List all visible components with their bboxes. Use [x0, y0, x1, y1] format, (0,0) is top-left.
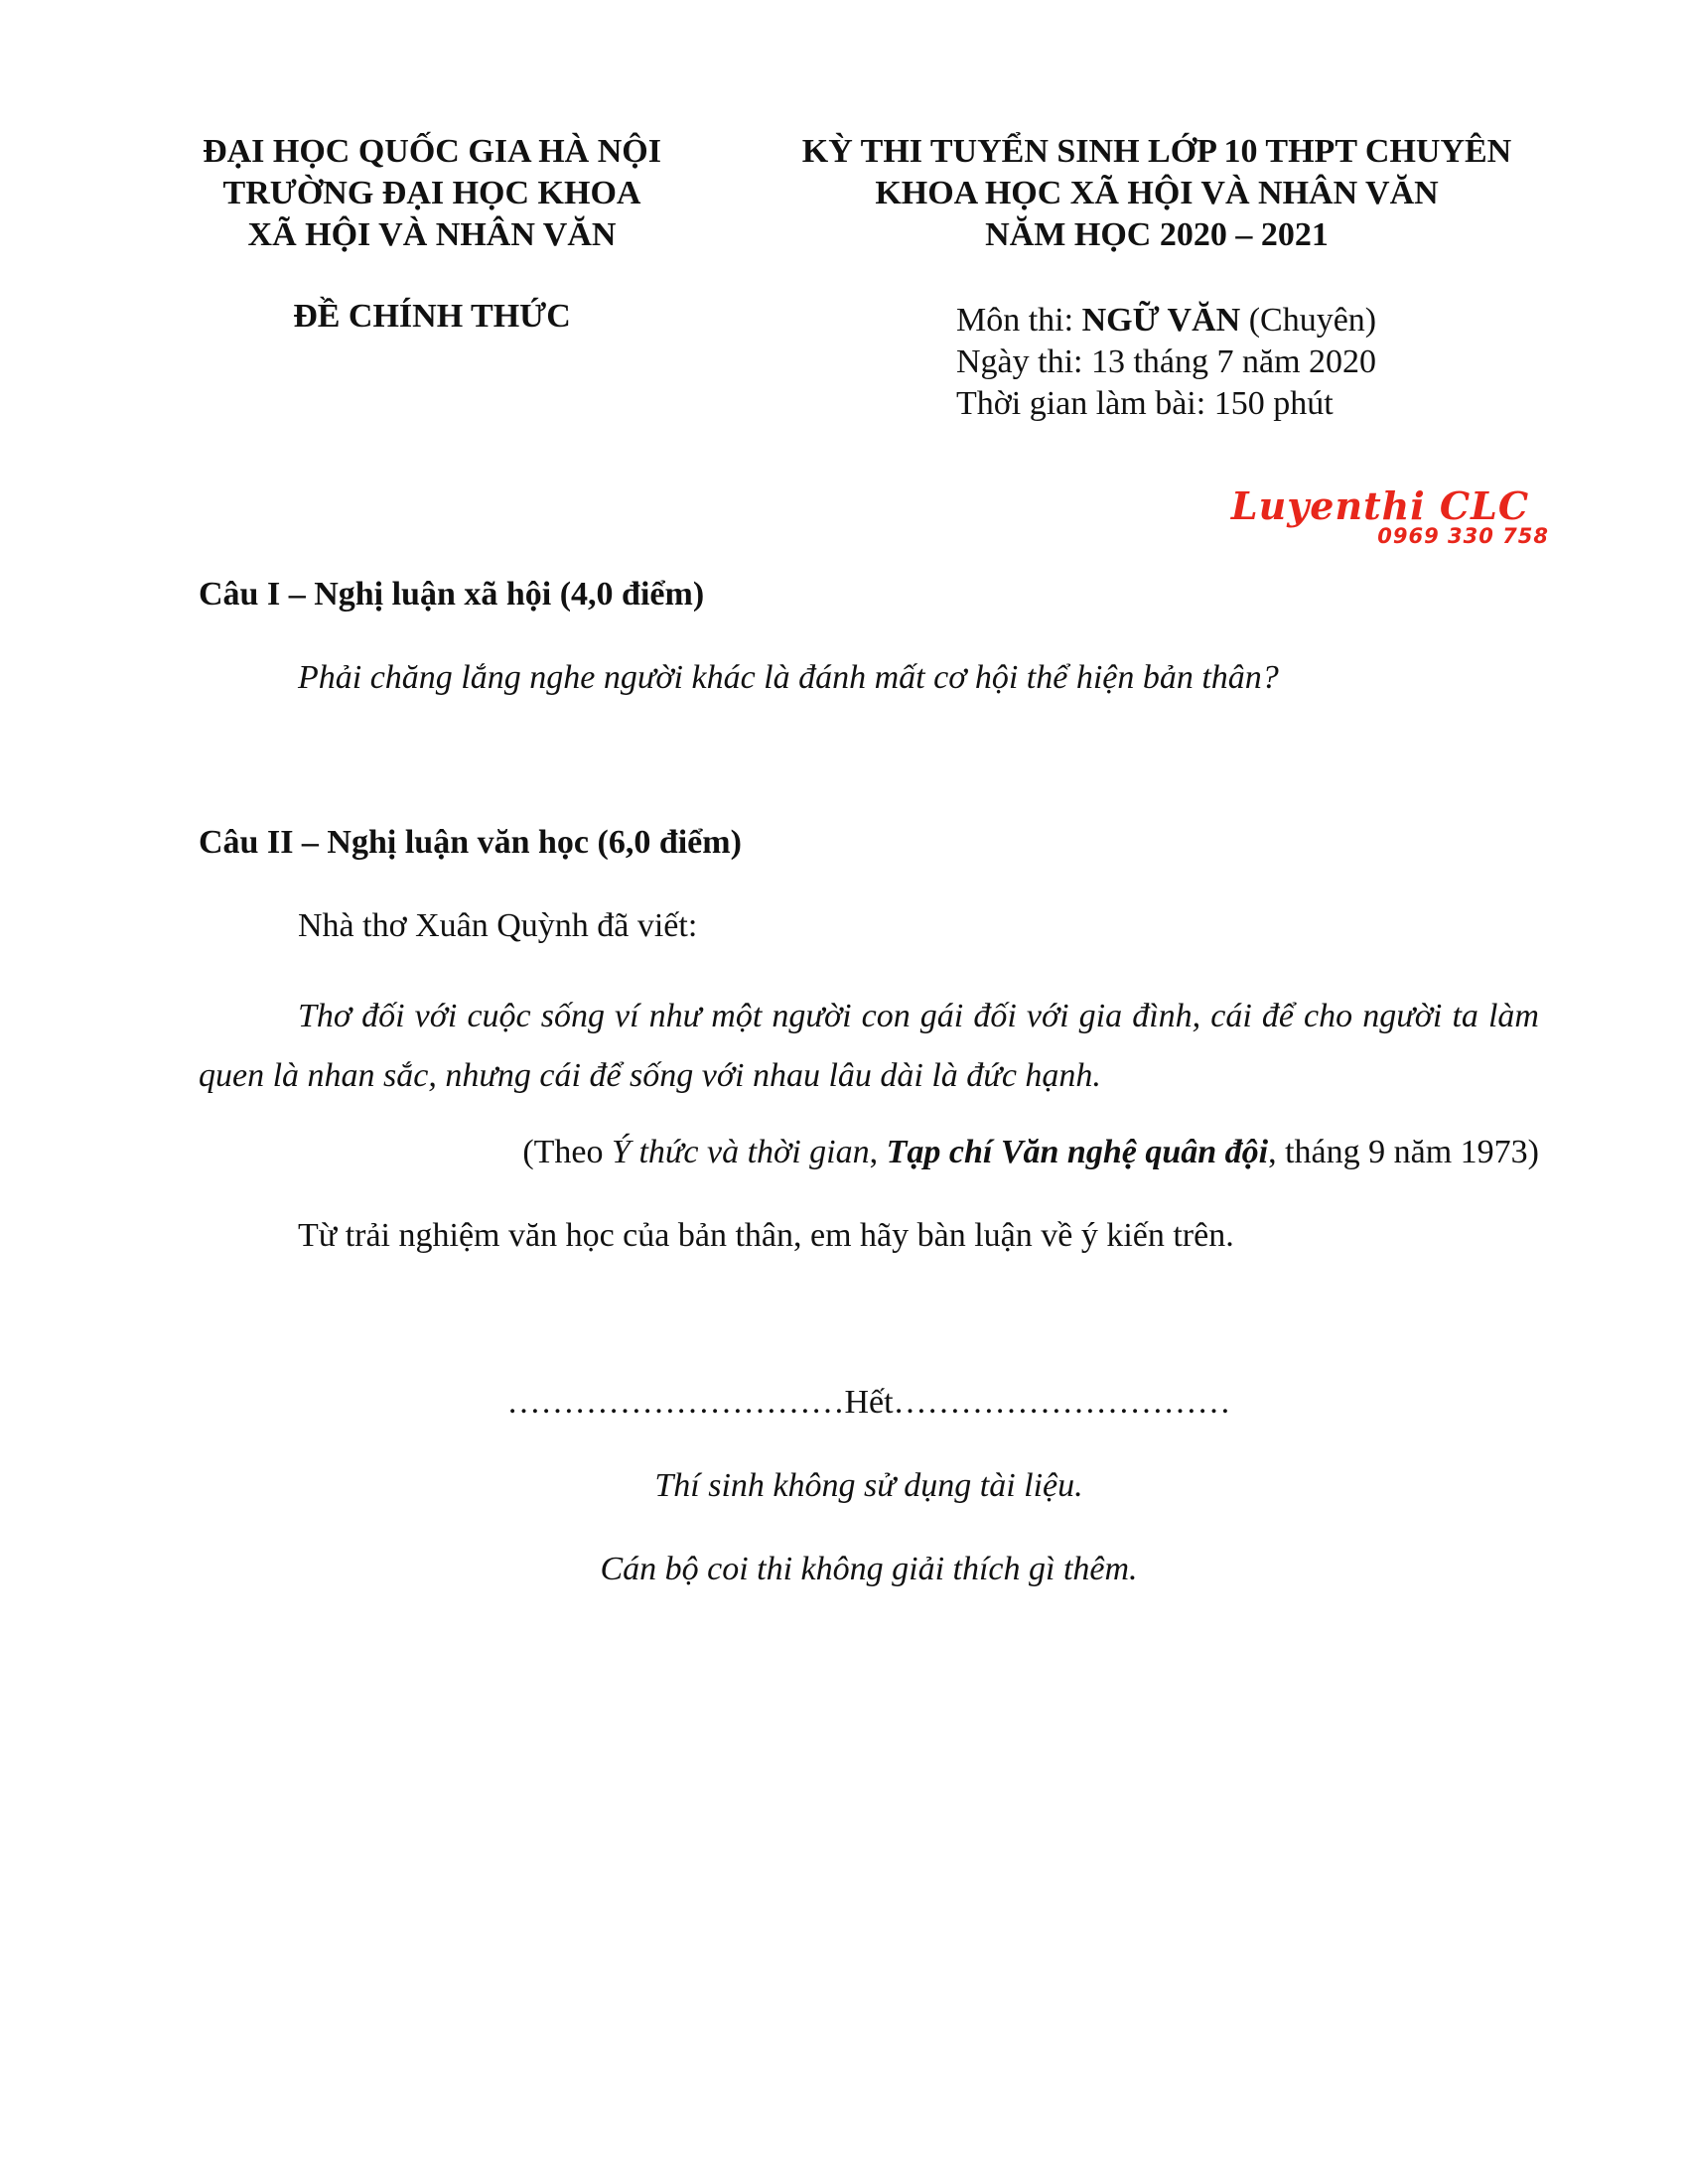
- exam-date: Ngày thi: 13 tháng 7 năm 2020: [956, 343, 1377, 380]
- question2-task: Từ trải nghiệm văn học của bản thân, em hãy bàn luận về ý kiến trên.: [298, 1217, 1234, 1254]
- official-exam-label: ĐỀ CHÍNH THỨC: [293, 298, 571, 335]
- exam-title-line1: KỲ THI TUYỂN SINH LỚP 10 THPT CHUYÊN: [801, 133, 1512, 170]
- school-name-line1: TRƯỜNG ĐẠI HỌC KHOA: [222, 175, 641, 211]
- question1-heading: Câu I – Nghị luận xã hội (4,0 điểm): [199, 576, 705, 613]
- logo-name: Luyenthi CLC: [1230, 483, 1530, 528]
- subject-suffix: (Chuyên): [1240, 302, 1377, 339]
- luyenthi-logo: [1221, 483, 1549, 552]
- proctor-note: Cán bộ coi thi không giải thích gì thêm.: [600, 1551, 1138, 1587]
- question2-quote: Thơ đối với cuộc sống ví như một người con gái đối với gia đình, cái để cho người ta làm quen là nhan sắc, nhưng cái để sống với nhau lâu dài là đức hạnh.: [199, 998, 1539, 1094]
- exam-title-line2: KHOA HỌC XÃ HỘI VÀ NHÂN VĂN: [875, 175, 1439, 211]
- source-open: (Theo: [522, 1134, 613, 1170]
- source-close: , tháng 9 năm 1973): [1268, 1134, 1539, 1170]
- university-name: ĐẠI HỌC QUỐC GIA HÀ NỘI: [203, 133, 661, 170]
- quote-source: [199, 1132, 1539, 1173]
- exam-info: [956, 300, 1552, 425]
- source-sep: ,: [869, 1134, 887, 1170]
- subject-label: Môn thi:: [956, 302, 1082, 339]
- school-name-line2: XÃ HỘI VÀ NHÂN VĂN: [247, 216, 617, 253]
- exam-duration: Thời gian làm bài: 150 phút: [956, 385, 1334, 422]
- school-year: NĂM HỌC 2020 – 2021: [985, 216, 1329, 253]
- subject-name: NGỮ VĂN: [1081, 302, 1241, 339]
- question2-heading: Câu II – Nghị luận văn học (6,0 điểm): [199, 824, 742, 861]
- end-marker: …………………………Hết…………………………: [506, 1384, 1231, 1421]
- question2-intro: Nhà thơ Xuân Quỳnh đã viết:: [298, 907, 698, 944]
- logo-phone: 0969 330 758: [1377, 524, 1549, 548]
- source-journal: Tạp chí Văn nghệ quân đội: [886, 1134, 1269, 1170]
- school-header: [149, 131, 715, 338]
- candidate-note: Thí sinh không sử dụng tài liệu.: [654, 1467, 1083, 1504]
- exam-title-header: [765, 131, 1549, 256]
- question1-prompt: Phải chăng lắng nghe người khác là đánh mất cơ hội thể hiện bản thân?: [298, 659, 1279, 696]
- exam-subject: [956, 300, 1552, 341]
- source-work: Ý thức và thời gian: [612, 1134, 870, 1170]
